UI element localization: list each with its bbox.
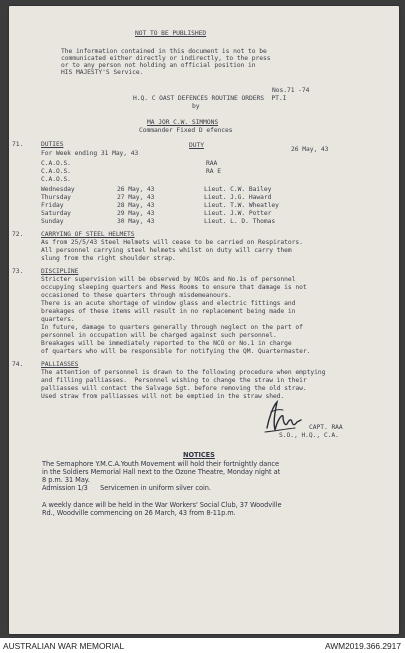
notice-line: Rd., Woodville commencing on 26 March, 43 from 8-11p.m. <box>42 509 236 517</box>
role-line-1: C.A.O.S. <box>41 160 71 167</box>
paragraph-line: and filling palliasses. Personnel wishing to change the straw in their <box>41 377 307 384</box>
item-number-73: 73. <box>12 268 24 275</box>
notice-line: in the Soldiers Memorial Hall next to the Ozone Theatre, Monday night at <box>42 468 281 476</box>
duty-date: 29 May, 43 <box>117 210 155 217</box>
duty-day: Wednesday <box>41 186 75 193</box>
paragraph-line: slung from the right shoulder strap. <box>41 255 176 262</box>
warning-line-3: or to any person not holding an official position in <box>61 62 256 69</box>
duty-day: Sunday <box>41 218 64 225</box>
paragraph-line: As from 25/5/43 Steel Helmets will cease to be carried on Respirators. <box>41 239 303 246</box>
paragraph-line: quarters. <box>41 316 75 323</box>
paragraph-line: of quarters who will be responsible for notifying the QM. Quartermaster. <box>41 348 311 355</box>
paragraph-line: palliasses will contact the Salvage Sgt. before removing the old straw. <box>41 385 307 392</box>
duty-date: 30 May, 43 <box>117 218 155 225</box>
paragraph-line: There is an acute shortage of window glass and electric fittings and <box>41 300 296 307</box>
paragraph-line: occupying sleeping quarters and Mess Rooms to ensure that damage is not <box>41 284 307 291</box>
classification-heading: NOT TO BE PUBLISHED <box>135 30 207 37</box>
commander-title: Commander Fixed D efences <box>139 127 233 134</box>
duty-column-heading: DUTY <box>189 142 204 149</box>
duty-date: 28 May, 43 <box>117 202 155 209</box>
paragraph-line: The attention of personnel is drawn to the following procedure when emptying <box>41 369 326 376</box>
raa-label: RAA <box>206 160 218 167</box>
paragraph-line: All personnel carrying steel helmets whilst on duty will carry them <box>41 247 292 254</box>
warning-line-4: HIS MAJESTY'S Service. <box>61 69 144 76</box>
duty-date: 26 May, 43 <box>117 186 155 193</box>
duty-day: Friday <box>41 202 64 209</box>
archive-footer <box>0 638 405 653</box>
order-by: by <box>192 103 200 110</box>
archive-name: AUSTRALIAN WAR MEMORIAL <box>3 641 125 651</box>
document-page <box>9 6 399 634</box>
paragraph-line: breakages of these items will result in no replacement being made in <box>41 308 296 315</box>
item-number-74: 74. <box>12 361 24 368</box>
palliasses-heading: PALLIASSES <box>41 361 79 368</box>
item-number-71: 71. <box>12 141 24 148</box>
accession-number: AWM2019.366.2917 <box>324 641 401 651</box>
notice-line: 8 p.m. 31 May. <box>42 476 90 484</box>
paragraph-line: personnel in occupation will be charged against such personnel. <box>41 332 277 339</box>
commander-name: MA JOR C.W. SIMMONS <box>147 119 219 126</box>
paragraph-line: Stricter supervision will be observed by NCOs and No.1s of personnel <box>41 276 296 283</box>
discipline-heading: DISCIPLINE <box>41 268 79 275</box>
duty-day: Thursday <box>41 194 71 201</box>
duties-heading: DUTIES <box>41 141 64 148</box>
paragraph-line: Used straw from palliasses will not be emptied in the straw shed. <box>41 393 285 400</box>
notice-line: Admission 1/3 Servicemen in uniform silver coin. <box>42 484 211 492</box>
paragraph-line: Breakages will be immediately reported to the NCO or No.1 in charge <box>41 340 292 347</box>
notices-heading: NOTICES <box>183 451 215 459</box>
duty-officer: Lieut. T.W. Wheatley <box>204 202 279 209</box>
paragraph-line: In future, damage to quarters generally through neglect on the part of <box>41 324 303 331</box>
duty-date: 27 May, 43 <box>117 194 155 201</box>
warning-line-2: communicated either directly or indirectly, to the press <box>61 55 271 62</box>
duty-officer: Lieut. J.W. Potter <box>204 210 272 217</box>
order-title: H.Q. C OAST DEFENCES ROUTINE ORDERS PT.I <box>133 95 287 102</box>
duty-officer: Lieut. J.G. Haward <box>204 194 272 201</box>
duty-day: Saturday <box>41 210 71 217</box>
rae-label: RA E <box>206 168 221 175</box>
warning-line-1: The information contained in this document is not to be <box>61 48 267 55</box>
handwritten-signature <box>261 398 305 436</box>
week-ending-line: For Week ending 31 May, 43 <box>41 150 139 157</box>
role-line-2: C.A.O.S. <box>41 168 71 175</box>
duty-officer: Lieut. L. D. Thomas <box>204 218 276 225</box>
duties-date: 26 May, 43 <box>291 146 329 153</box>
steel-helmets-heading: CARRYING OF STEEL HELMETS <box>41 231 135 238</box>
role-line-3: C.A.O.S. <box>41 176 71 183</box>
duty-officer: Lieut. C.W. Bailey <box>204 186 272 193</box>
signatory-rank: CAPT. RAA <box>309 424 343 431</box>
notice-line: A weekly dance will be held in the War Workers' Social Club, 37 Woodville <box>42 501 282 509</box>
paragraph-line: occasioned to these quarters through misdemeanours. <box>41 292 232 299</box>
order-number: Nos.71 -74 <box>272 87 310 94</box>
signatory-appointment: S.O., H.Q., C.A. <box>279 432 339 439</box>
notice-line: The Semaphore Y.M.C.A.Youth Movement will hold their fortnightly dance <box>42 460 279 468</box>
item-number-72: 72. <box>12 231 24 238</box>
